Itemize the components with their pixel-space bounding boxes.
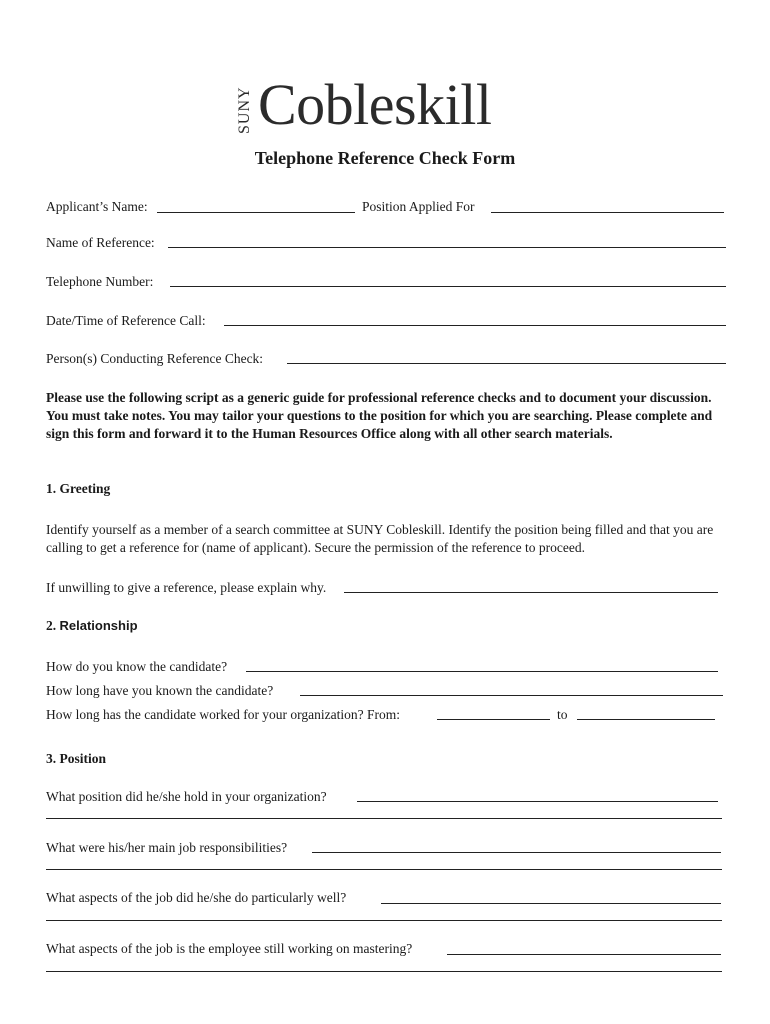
reference-name-label: Name of Reference:	[46, 235, 155, 250]
mastering-line-2[interactable]	[46, 971, 722, 972]
did-well-question: What aspects of the job did he/she do particularly well?	[46, 890, 347, 905]
instructions-paragraph: Please use the following script as a generic guide for professional reference checks and to document your discussion. You must take notes. You may tailor your questions to the position for which you are searching. Please complete and sign this form and forward it to the Human Resources Office along with all other search materials.	[46, 390, 713, 441]
worked-from-question: How long has the candidate worked for your organization? From:	[46, 707, 401, 722]
did-well-line-2[interactable]	[46, 920, 722, 921]
know-candidate-line[interactable]	[246, 671, 718, 672]
know-candidate-question: How do you know the candidate?	[46, 659, 228, 674]
telephone-label: Telephone Number:	[46, 274, 154, 289]
relationship-heading	[46, 618, 138, 634]
responsibilities-question: What were his/her main job responsibilities?	[46, 840, 288, 855]
position-held-line[interactable]	[357, 801, 718, 802]
datetime-label: Date/Time of Reference Call:	[46, 313, 206, 328]
telephone-line[interactable]	[170, 286, 726, 287]
unwilling-answer-line[interactable]	[344, 592, 718, 593]
worked-from-line[interactable]	[437, 719, 550, 720]
how-long-known-line[interactable]	[300, 695, 723, 696]
did-well-line[interactable]	[381, 903, 721, 904]
unwilling-question: If unwilling to give a reference, please explain why.	[46, 580, 327, 595]
applicant-name-label: Applicant’s Name:	[46, 199, 148, 214]
mastering-line[interactable]	[447, 954, 721, 955]
responsibilities-line-2[interactable]	[46, 869, 722, 870]
logo-cobleskill: Cobleskill	[258, 72, 492, 137]
position-held-line-2[interactable]	[46, 818, 722, 819]
reference-name-line[interactable]	[168, 247, 726, 248]
greeting-heading: 1. Greeting	[46, 481, 111, 496]
persons-line[interactable]	[287, 363, 726, 364]
responsibilities-line[interactable]	[312, 852, 721, 853]
worked-to-label: to	[557, 707, 568, 722]
logo-suny-text: SUNY	[236, 86, 253, 134]
applicant-name-line[interactable]	[157, 212, 355, 213]
datetime-line[interactable]	[224, 325, 726, 326]
mastering-question: What aspects of the job is the employee still working on mastering?	[46, 941, 413, 956]
greeting-text: Identify yourself as a member of a search committee at SUNY Cobleskill. Identify the position being filled and that you are calling to get a reference for (name of applicant). Secure the permission of the reference to proceed.	[46, 522, 714, 555]
position-applied-label: Position Applied For	[362, 199, 475, 214]
form-title: Telephone Reference Check Form	[254, 148, 516, 168]
position-held-question: What position did he/she hold in your organization?	[46, 789, 327, 804]
relationship-heading-text: Relationship	[59, 618, 138, 633]
position-applied-line[interactable]	[491, 212, 724, 213]
worked-to-line[interactable]	[577, 719, 715, 720]
position-heading: 3. Position	[46, 751, 107, 766]
relationship-heading-number: 2.	[46, 618, 57, 633]
persons-label: Person(s) Conducting Reference Check:	[46, 351, 264, 366]
how-long-known-question: How long have you known the candidate?	[46, 683, 274, 698]
